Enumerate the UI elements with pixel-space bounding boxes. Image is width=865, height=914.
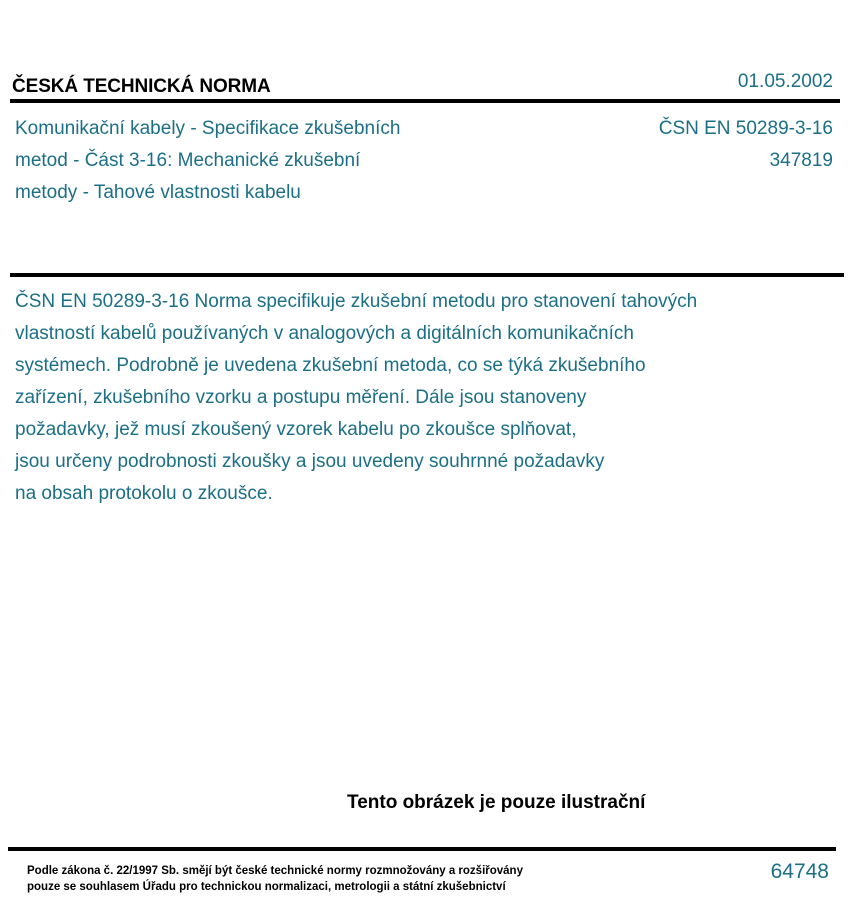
catalog-number: 347819	[769, 150, 833, 171]
title-line: metody - Tahové vlastnosti kabelu	[15, 182, 301, 203]
title-line: metod - Část 3-16: Mechanické zkušební	[15, 150, 361, 171]
document-title	[15, 113, 495, 209]
standard-identifiers	[659, 113, 833, 177]
legal-line: pouze se souhlasem Úřadu pro technickou normalizaci, metrologii a státní zkušebnictví	[27, 881, 506, 893]
illustration-note: Tento obrázek je pouze ilustrační	[347, 792, 646, 813]
title-line: Komunikační kabely - Specifikace zkušebních	[15, 118, 401, 139]
abstract-line: vlastností kabelů používaných v analogových a digitálních komunikačních	[15, 323, 634, 344]
standard-header-title: ČESKÁ TECHNICKÁ NORMA	[12, 76, 271, 97]
legal-notice	[27, 863, 523, 895]
abstract-line: požadavky, jež musí zkoušený vzorek kabelu po zkoušce splňovat,	[15, 419, 577, 440]
abstract-line: ČSN EN 50289-3-16 Norma specifikuje zkušební metodu pro stanovení tahových	[15, 291, 698, 312]
standard-code: ČSN EN 50289-3-16	[658, 118, 833, 139]
header-divider	[10, 99, 840, 103]
abstract-text	[15, 286, 815, 510]
section-divider	[10, 273, 844, 277]
legal-line: Podle zákona č. 22/1997 Sb. smějí být české technické normy rozmnožovány a rozšiřovány	[27, 865, 523, 877]
footer-divider	[8, 847, 836, 851]
abstract-line: systémech. Podrobně je uvedena zkušební metoda, co se týká zkušebního	[15, 355, 646, 376]
abstract-line: na obsah protokolu o zkoušce.	[15, 483, 273, 504]
footer-number: 64748	[770, 860, 829, 883]
abstract-line: zařízení, zkušebního vzorku a postupu měření. Dále jsou stanoveny	[15, 387, 587, 408]
publication-date: 01.05.2002	[737, 71, 833, 92]
abstract-line: jsou určeny podrobnosti zkoušky a jsou uvedeny souhrnné požadavky	[15, 451, 605, 472]
